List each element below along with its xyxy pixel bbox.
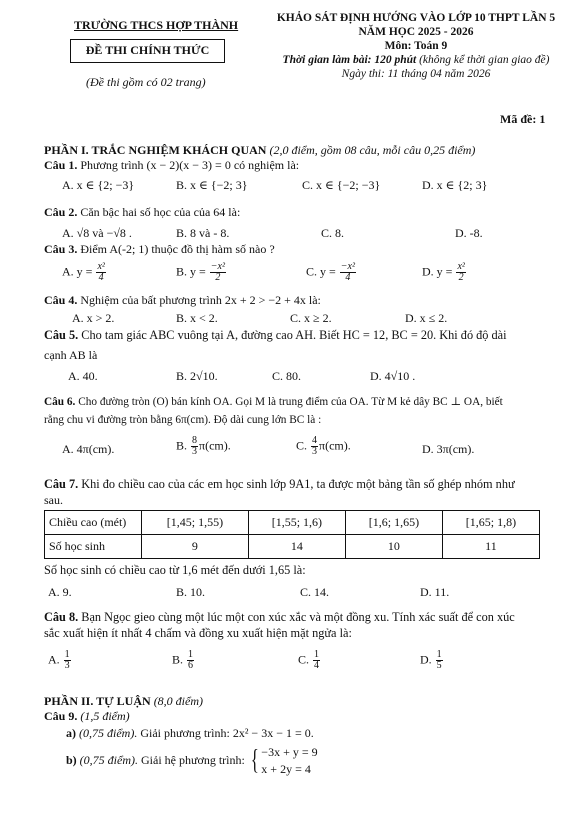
q2-option-c: C. 8. — [321, 226, 345, 240]
q5-option-a: A. 40. — [68, 369, 98, 383]
q7-option-a: A. 9. — [48, 585, 72, 599]
q1-option-a: A. x ∈ {2; −3} — [62, 178, 135, 192]
q3-d-numerator: x² — [457, 261, 465, 272]
q6-option-d: D. 3π(cm). — [422, 442, 475, 456]
school-name: TRƯỜNG THCS HỢP THÀNH — [74, 18, 239, 32]
q4-option-b: B. x < 2. — [176, 311, 218, 325]
q4-option-c: C. x ≥ 2. — [290, 311, 332, 325]
q8-option-c — [298, 650, 321, 671]
table-cell: 11 — [442, 535, 539, 559]
q8-option-d — [420, 650, 444, 671]
exam-code: Mã đề: 1 — [500, 112, 546, 126]
q7-label: Câu 7. — [44, 477, 79, 491]
time-note: (không kể thời gian giao đề) — [419, 54, 550, 66]
official-label: ĐỀ THI CHÍNH THỨC — [85, 43, 210, 57]
q9-part-a — [66, 726, 314, 741]
q1-option-d: D. x ∈ {2; 3} — [422, 178, 488, 192]
time-bold: Thời gian làm bài: 120 phút — [282, 54, 417, 66]
table-row — [45, 535, 540, 559]
q3-text: Điểm A(-2; 1) thuộc đồ thị hàm số nào ? — [80, 242, 275, 256]
exam-title: KHẢO SÁT ĐỊNH HƯỚNG VÀO LỚP 10 THPT LẦN 5 — [276, 12, 556, 24]
q2-text: Căn bậc hai số học của của 64 là: — [80, 205, 241, 219]
q9-part-b — [66, 744, 318, 778]
q7-stem-2: sau. — [44, 493, 63, 507]
q3-b-fraction — [210, 262, 226, 283]
q5-option-c: C. 80. — [272, 369, 302, 383]
q4-option-d: D. x ≤ 2. — [405, 311, 448, 325]
q6-c-suffix: π(cm). — [319, 438, 351, 453]
q1-option-c: C. x ∈ {−2; −3} — [302, 178, 381, 192]
q5-label: Câu 5. — [44, 328, 79, 342]
q3-d-prefix: D. y = — [422, 264, 453, 279]
q6-stem-2: rằng chu vi đường tròn bằng 6π(cm). Độ dài cung lớn BC là : — [44, 414, 322, 426]
q8-label: Câu 8. — [44, 610, 79, 624]
q8-a-fraction — [64, 650, 71, 671]
q5-option-b: B. 2√10. — [176, 369, 218, 383]
q9-b-note: (0,75 điểm). — [79, 752, 138, 767]
pages-note: (Đề thi gồm có 02 trang) — [86, 75, 206, 89]
q6-option-c — [296, 436, 351, 457]
part2-title: PHẦN II. TỰ LUẬN — [44, 694, 151, 708]
exam-date: Ngày thi: 11 tháng 04 năm 2026 — [341, 68, 491, 80]
subject: Môn: Toán 9 — [384, 40, 448, 52]
q7-after: Số học sinh có chiều cao từ 1,6 mét đến dưới 1,65 là: — [44, 563, 306, 577]
table-cell: [1,65; 1,8) — [442, 511, 539, 535]
q9-b-label: b) — [66, 752, 77, 767]
q7-stem — [44, 477, 515, 492]
school-year: NĂM HỌC 2025 - 2026 — [358, 26, 474, 38]
q1-text: Phương trình (x − 2)(x − 3) = 0 có nghiệm là: — [80, 158, 300, 172]
time-line — [258, 54, 574, 66]
table-cell: [1,55; 1,6) — [248, 511, 345, 535]
q5-stem-2: cạnh AB là — [44, 348, 98, 362]
q6-c-denominator: 3 — [312, 446, 318, 457]
q5-text: Cho tam giác ABC vuông tại A, đường cao AH. Biết HC = 12, BC = 20. Khi đó độ dài — [81, 328, 507, 342]
q3-label: Câu 3. — [44, 242, 78, 256]
equation-system — [261, 744, 317, 778]
q9-a-text: Giải phương trình: 2x² − 3x − 1 = 0. — [140, 726, 314, 740]
table-cell: [1,6; 1,65) — [345, 511, 442, 535]
q6-option-b — [176, 436, 231, 457]
q8-a-prefix: A. — [48, 652, 60, 667]
q1-option-b: B. x ∈ {−2; 3} — [176, 178, 248, 192]
q4-option-a: A. x > 2. — [72, 311, 115, 325]
q3-a-numerator: x² — [97, 261, 105, 272]
table-cell: 14 — [248, 535, 345, 559]
part1-heading — [44, 143, 475, 158]
q3-stem — [44, 242, 275, 257]
q6-label: Câu 6. — [44, 396, 76, 408]
q8-c-prefix: C. — [298, 652, 310, 667]
q3-a-fraction — [96, 262, 105, 283]
q7-option-b: B. 10. — [176, 585, 206, 599]
q8-text: Bạn Ngọc gieo cùng một lúc một con xúc xắc và một đồng xu. Tính xác suất để con xúc — [81, 610, 515, 624]
q2-option-d: D. -8. — [455, 226, 483, 240]
table-cell: Số học sinh — [45, 535, 142, 559]
q8-d-prefix: D. — [420, 652, 432, 667]
q8-a-denominator: 3 — [64, 660, 70, 671]
q1-stem — [44, 158, 299, 173]
q6-b-suffix: π(cm). — [199, 438, 231, 453]
table-cell: [1,45; 1,55) — [142, 511, 249, 535]
equation-2: x + 2y = 4 — [261, 762, 311, 776]
q3-c-denominator: 4 — [345, 272, 351, 283]
table-row — [45, 511, 540, 535]
q3-b-denominator: 2 — [215, 272, 221, 283]
q8-stem — [44, 610, 515, 625]
q5-stem — [44, 328, 507, 343]
q8-b-fraction — [187, 650, 194, 671]
q2-stem — [44, 205, 240, 220]
q6-c-prefix: C. — [296, 438, 308, 453]
q3-c-fraction — [340, 262, 356, 283]
q3-c-numerator: −x² — [340, 261, 355, 272]
q4-text: Nghiệm của bất phương trình 2x + 2 > −2 + 4x là: — [80, 293, 321, 307]
q6-b-denominator: 3 — [192, 446, 198, 457]
q8-a-numerator: 1 — [64, 649, 70, 660]
q3-option-b — [176, 262, 227, 283]
q2-option-b: B. 8 và - 8. — [176, 226, 230, 240]
q2-option-a: A. √8 và −√8 . — [62, 226, 132, 240]
q8-option-a — [48, 650, 72, 671]
q9-label: Câu 9. — [44, 709, 78, 723]
q7-text: Khi đo chiều cao của các em học sinh lớp 9A1, ta được một bảng tần số ghép nhóm như — [81, 477, 515, 491]
part2-note: (8,0 điểm) — [153, 694, 204, 708]
q6-option-a: A. 4π(cm). — [62, 442, 115, 456]
q7-option-c: C. 14. — [300, 585, 330, 599]
q7-option-d: D. 11. — [420, 585, 450, 599]
q2-label: Câu 2. — [44, 205, 78, 219]
q3-b-numerator: −x² — [210, 261, 225, 272]
q9-a-label: a) — [66, 726, 76, 740]
q8-c-fraction — [313, 650, 320, 671]
q6-stem — [44, 395, 503, 408]
q3-option-c — [306, 262, 357, 283]
part1-title: PHẦN I. TRẮC NGHIỆM KHÁCH QUAN — [44, 143, 267, 157]
q8-b-numerator: 1 — [188, 649, 194, 660]
q6-c-fraction — [311, 436, 318, 457]
q3-a-denominator: 4 — [98, 272, 104, 283]
q3-option-d — [422, 262, 467, 283]
q6-b-numerator: 8 — [192, 435, 198, 446]
q8-d-fraction — [436, 650, 443, 671]
q6-b-prefix: B. — [176, 438, 188, 453]
q3-b-prefix: B. y = — [176, 264, 206, 279]
q9-a-note: (0,75 điểm). — [79, 726, 138, 740]
q3-d-denominator: 2 — [458, 272, 464, 283]
q9-stem — [44, 709, 130, 724]
q6-b-fraction — [191, 436, 198, 457]
q8-b-denominator: 6 — [188, 660, 194, 671]
table-cell: 9 — [142, 535, 249, 559]
q8-stem-2: sắc xuất hiện ít nhất 4 chấm và đồng xu xuất hiện mặt ngửa là: — [44, 626, 352, 640]
q8-b-prefix: B. — [172, 652, 184, 667]
part1-note: (2,0 điểm, gồm 08 câu, mỗi câu 0,25 điểm) — [269, 143, 476, 157]
q6-c-numerator: 4 — [312, 435, 318, 446]
q8-d-numerator: 1 — [436, 649, 442, 660]
q9-note: (1,5 điểm) — [80, 709, 130, 723]
q4-stem — [44, 293, 321, 308]
table-cell: 10 — [345, 535, 442, 559]
q3-d-fraction — [456, 262, 465, 283]
q8-d-denominator: 5 — [436, 660, 442, 671]
q5-option-d: D. 4√10 . — [370, 369, 416, 383]
q3-a-prefix: A. y = — [62, 264, 93, 279]
q3-c-prefix: C. y = — [306, 264, 336, 279]
q9-b-text: Giải hệ phương trình: — [141, 752, 245, 767]
system-brace: { — [250, 745, 259, 776]
part2-heading — [44, 694, 203, 709]
q8-option-b — [172, 650, 195, 671]
q6-text: Cho đường tròn (O) bán kính OA. Gọi M là trung điểm của OA. Từ M kẻ dây BC ⊥ OA, biết — [78, 396, 503, 408]
table-cell: Chiều cao (mét) — [45, 511, 142, 535]
equation-1: −3x + y = 9 — [261, 745, 318, 759]
q1-label: Câu 1. — [44, 158, 78, 172]
q4-label: Câu 4. — [44, 293, 78, 307]
q3-option-a — [62, 262, 107, 283]
frequency-table — [44, 510, 540, 559]
q8-c-denominator: 4 — [314, 660, 320, 671]
q8-c-numerator: 1 — [314, 649, 320, 660]
